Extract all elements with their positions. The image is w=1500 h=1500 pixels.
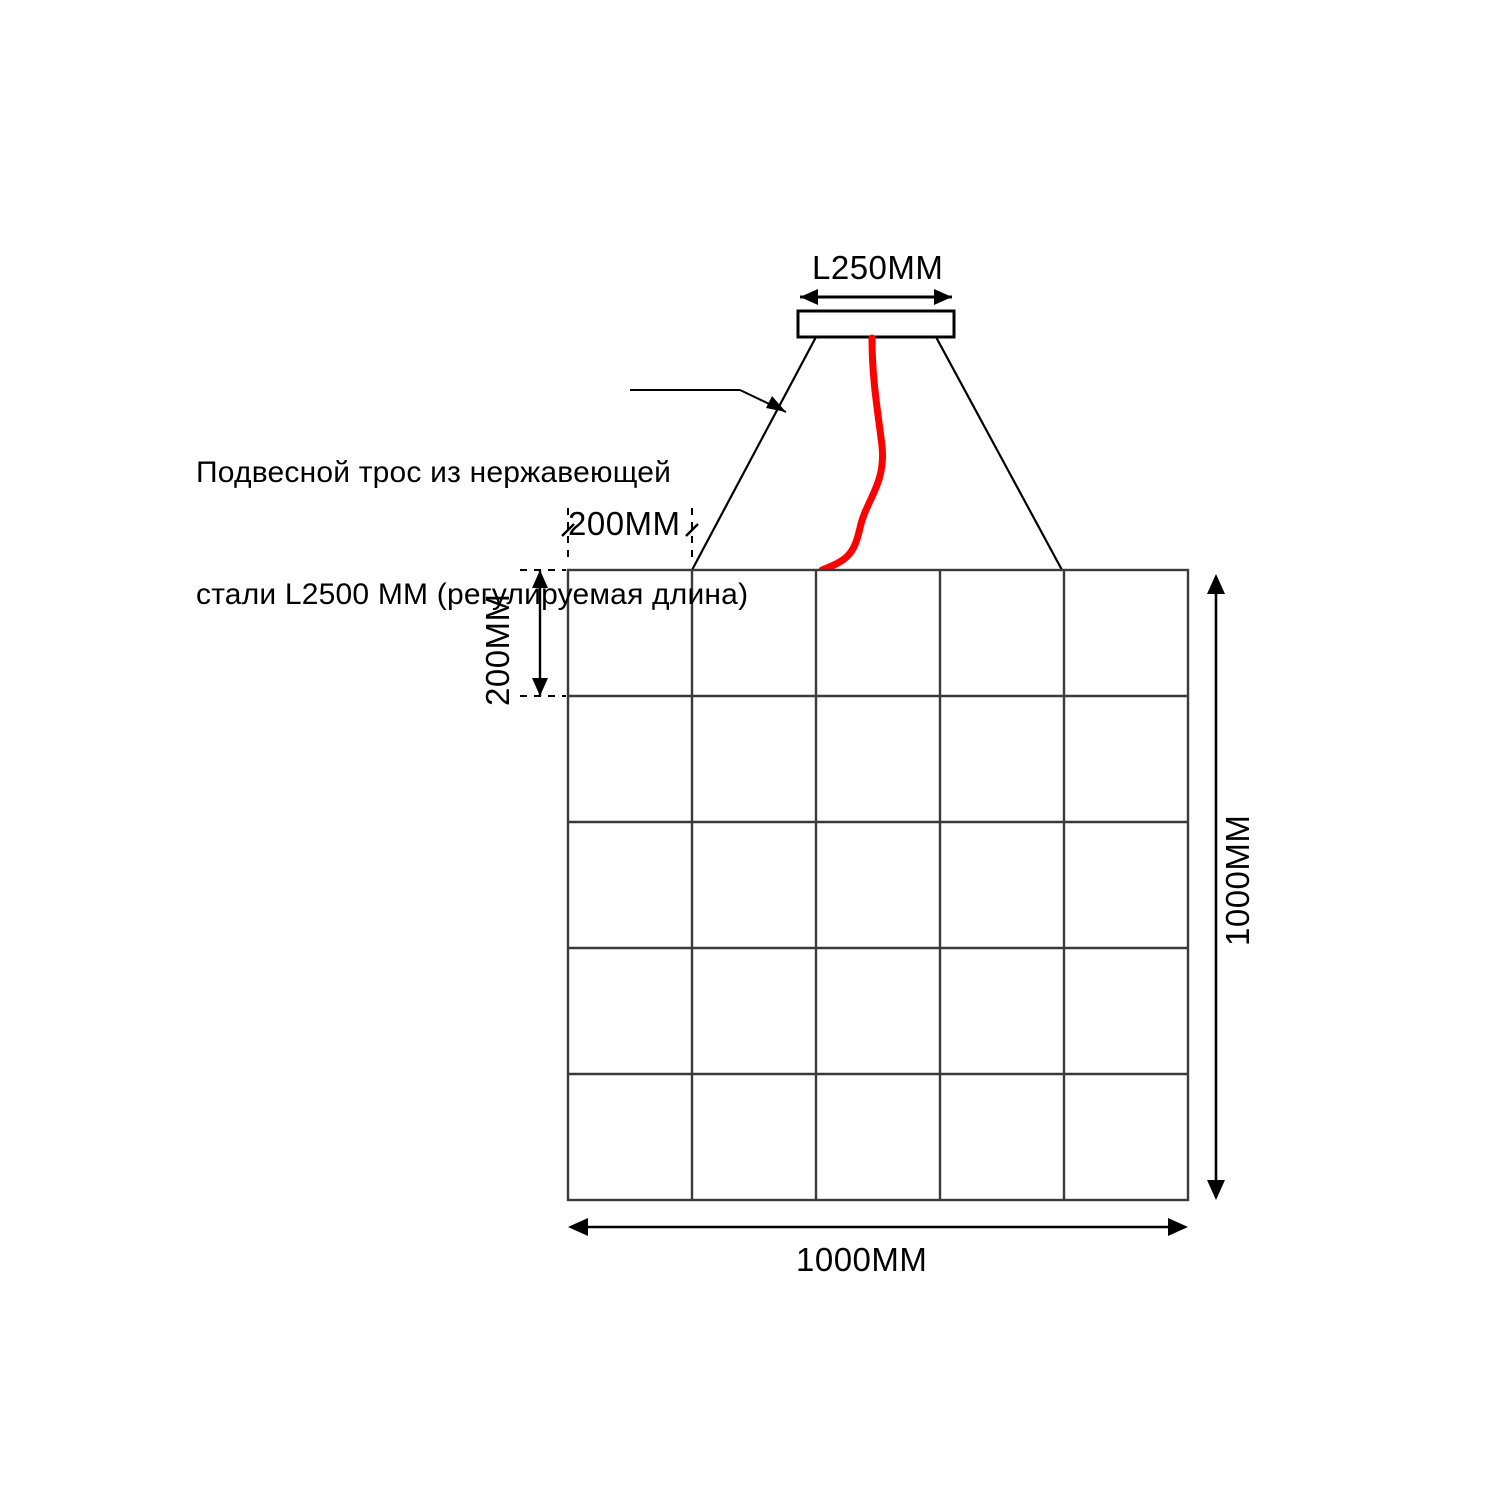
canopy-bar-icon	[798, 311, 954, 337]
total-width-label: 1000MM	[796, 1241, 928, 1278]
cable-note-line-2: стали L2500 ММ (регулируемая длина)	[196, 577, 749, 611]
top-width-dimension	[800, 289, 952, 305]
total-height-label: 1000MM	[1219, 814, 1256, 946]
cell-height-label: 200MM	[479, 593, 516, 706]
total-width-dimension	[568, 1218, 1188, 1236]
canopy-width-label: L250MM	[812, 249, 944, 286]
power-cable-icon	[822, 338, 883, 570]
cable-note-line-1: Подвесной трос из нержавеющей	[196, 456, 672, 489]
cell-width-label: 200MM	[568, 505, 681, 542]
